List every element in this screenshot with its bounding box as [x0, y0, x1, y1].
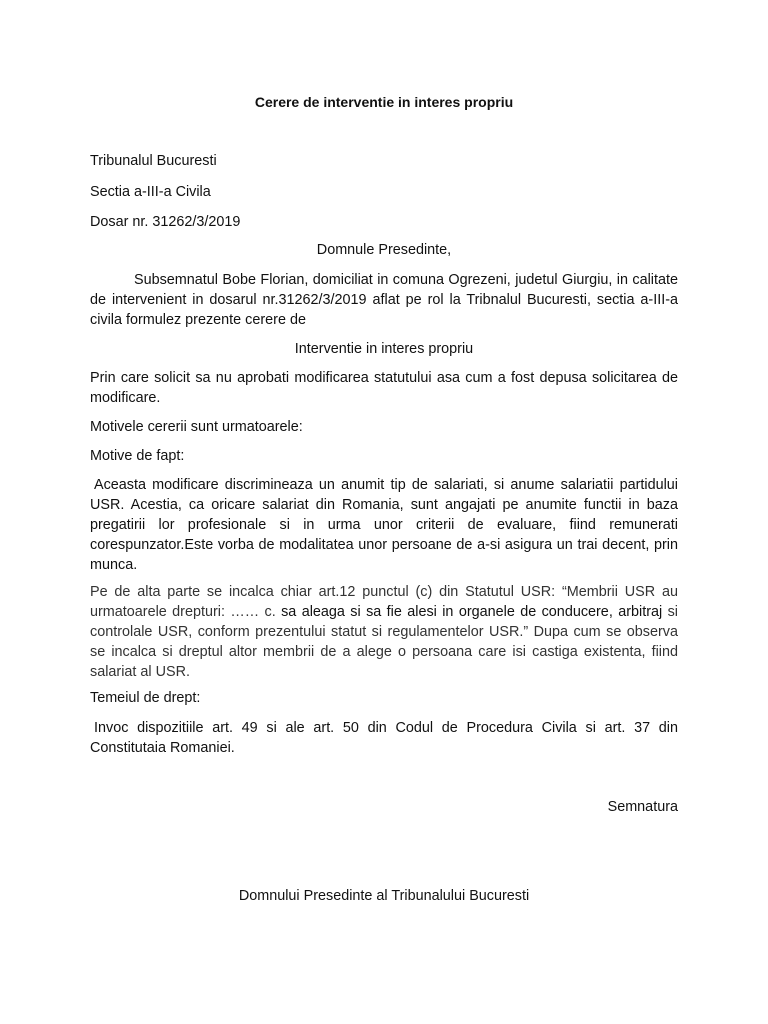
request-paragraph: Prin care solicit sa nu aprobati modificarea statutului asa cum a fost depusa solicitarea de modificare.: [90, 370, 678, 406]
facts-heading: Motive de fapt:: [90, 448, 185, 464]
file-number: Dosar nr. 31262/3/2019: [90, 214, 241, 230]
law-paragraph: Invoc dispozitiile art. 49 si ale art. 50 din Codul de Procedura Civila si art. 37 din Constitutaia Romaniei.: [90, 720, 678, 756]
reasons-intro: Motivele cererii sunt urmatoarele:: [90, 419, 303, 435]
addressee: Domnului Presedinte al Tribunalului Bucuresti: [238, 888, 530, 904]
signature-label: Semnatura: [607, 799, 678, 815]
statute-quote-part1: Pe de alta parte se incalca chiar art.12 punctul (c) din Statutul USR: “Membrii USR au urmatoarele drepturi: …… c.: [90, 584, 678, 620]
intro-paragraph: Subsemnatul Bobe Florian, domiciliat in comuna Ogrezeni, judetul Giurgiu, in calitate de intervenient in dosarul nr.31262/3/2019 aflat pe rol la Tribnalul Bucuresti, sectia a-III-a civila formulez prezente cerere de: [90, 272, 678, 328]
court-section: Sectia a-III-a Civila: [90, 184, 211, 200]
request-type: Interventie in interes propriu: [294, 341, 474, 357]
statute-paragraph: [90, 582, 678, 682]
law-heading: Temeiul de drept:: [90, 690, 201, 706]
statute-quote-part2: sa aleaga si sa fie alesi in organele de conducere, arbitraj: [275, 604, 663, 620]
document-title: Cerere de interventie in interes propriu: [254, 94, 514, 110]
statute-quote-part3: si controlale USR, conform prezentului statut si regulamentelor USR.” Dupa cum se observa se incalca si dreptul altor membrii de a alege o persoana care isi castiga existenta, fiind salariat al USR.: [90, 604, 678, 680]
court-name: Tribunalul Bucuresti: [90, 153, 217, 169]
facts-paragraph: Aceasta modificare discrimineaza un anumit tip de salariati, si anume salariatii partidului USR. Acestia, ca oricare salariat din Romania, sunt angajati pe anumite functii in baza pregatirii lor profesionale si in urma unor criterii de evaluare, fiind remunerati corespunzator.Este vorba de modalitatea unor persoane de a-si asigura un trai decent, prin munca.: [90, 477, 678, 573]
salutation: Domnule Presedinte,: [316, 242, 452, 258]
